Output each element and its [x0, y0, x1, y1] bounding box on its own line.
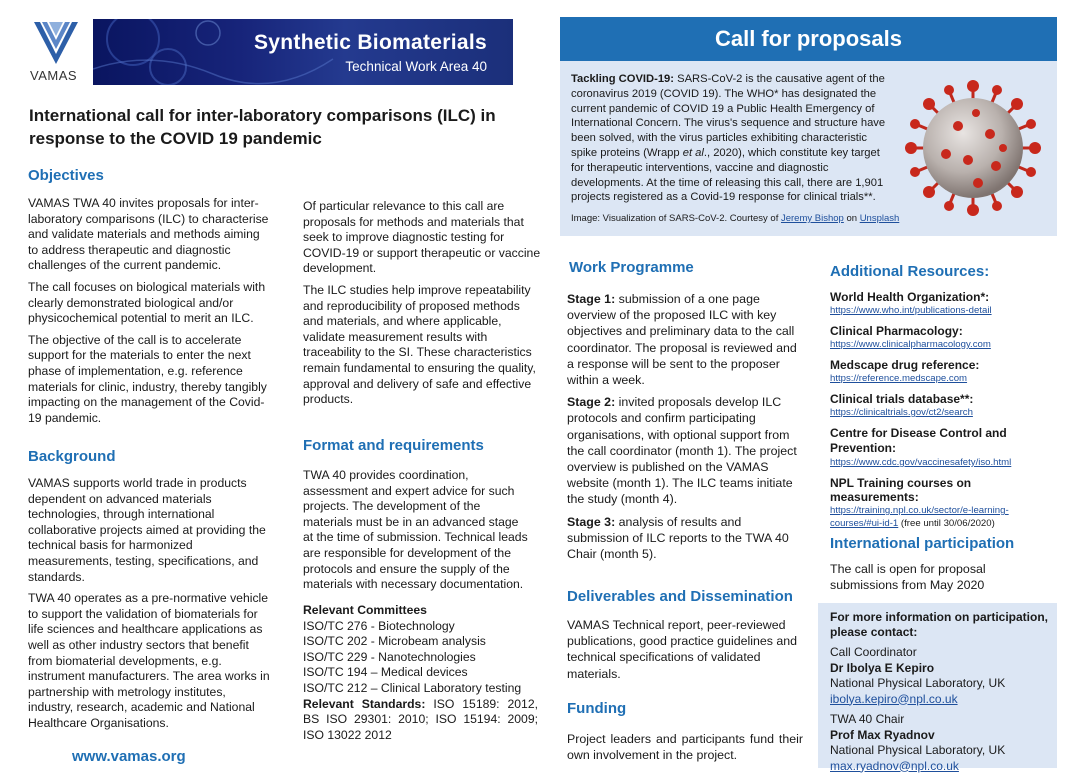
banner-subtitle: Technical Work Area 40: [345, 59, 487, 74]
resource-link[interactable]: https://www.who.int/publications-detail: [830, 305, 992, 316]
objectives-heading: Objectives: [28, 167, 104, 184]
banner: [93, 19, 513, 85]
committee-item: ISO/TC 229 - Nanotechnologies: [303, 649, 476, 664]
deliverables-heading: Deliverables and Dissemination: [567, 588, 793, 605]
image-credit-mid: on: [843, 213, 860, 224]
middle-body: [303, 199, 543, 414]
covid-intro-part2: ., 2020), which constitute key target for therapeutic interventions, vaccine and diagnostic developments. At the time of releasing this call, there are 1,901 projects registered as a Covid-19 response for clinical trials**.: [571, 146, 884, 204]
resource-title: Centre for Disease Control and Prevention:: [830, 426, 1007, 455]
contact-info: [830, 610, 1055, 774]
npl-note: (free until 30/06/2020): [898, 518, 995, 529]
stage-label: Stage 2:: [567, 395, 616, 410]
resource-item: [830, 476, 1060, 530]
resource-link[interactable]: https://training.npl.co.uk/sector/e-learning-courses/#ui-id-1: [830, 505, 1009, 529]
background-paragraph: VAMAS supports world trade in products dependent on advanced materials technologies, through international collaborative projects aimed at providing the technical basis for harmonized measurements, testing, specifications, and standards.: [28, 476, 266, 584]
vamas-chevron-icon: [30, 18, 82, 68]
resource-title: NPL Training courses on measurements:: [830, 476, 972, 504]
background-paragraph: TWA 40 operates as a pre-normative vehicle to support the validation of biomaterials for life sciences and healthcare applications as well as other industry sectors that benefit from biomaterial developments, e.g. instrument manufacturers. The area works in partnership with metrology institutes, industry, research, academic and National Healthcare Organisations.: [28, 591, 270, 730]
middle-paragraph: The ILC studies help improve repeatability and reproducibility of proposed methods and materials, and where applicable, validate measurement results with traceability to the SI. These characteristics remain fundamental to ensuring the quality, approval and delivery of safe and effective products.: [303, 282, 536, 407]
resource-item: [830, 426, 1060, 469]
resource-link[interactable]: https://www.clinicalpharmacology.com: [830, 339, 991, 350]
standards-label: Relevant Standards:: [303, 696, 426, 711]
contact-org: National Physical Laboratory, UK: [830, 743, 1006, 757]
resource-title: Medscape drug reference:: [830, 358, 980, 372]
contact-role: Call Coordinator: [830, 645, 917, 659]
resource-item: [830, 392, 1060, 419]
deliverables-text: VAMAS Technical report, peer-reviewed publications, good practice guidelines and technical specifications of validated materials.: [567, 618, 798, 681]
committee-item: ISO/TC 212 – Clinical Laboratory testing: [303, 680, 522, 695]
relevant-standards: [303, 697, 538, 744]
resource-title: World Health Organization*:: [830, 290, 990, 304]
resource-item: [830, 324, 1060, 351]
work-programme-body: [567, 291, 803, 568]
covid-intro-lead: Tackling COVID-19:: [571, 73, 674, 85]
contact-org: National Physical Laboratory, UK: [830, 676, 1006, 690]
format-heading: Format and requirements: [303, 437, 484, 454]
contact-role: TWA 40 Chair: [830, 712, 905, 726]
stage-label: Stage 1:: [567, 292, 616, 306]
work-programme-heading: Work Programme: [569, 259, 694, 276]
stage-item: [567, 291, 803, 388]
stage-label: Stage 3:: [567, 514, 616, 529]
resource-title: Clinical trials database**:: [830, 392, 974, 406]
resource-item: [830, 290, 1060, 317]
covid-intro-text: [571, 72, 893, 205]
contact-email[interactable]: ibolya.kepiro@npl.co.uk: [830, 691, 958, 706]
resource-link[interactable]: https://www.cdc.gov/vaccinesafety/iso.html: [830, 457, 1012, 468]
funding-text: Project leaders and participants fund their own involvement in the project.: [567, 732, 803, 763]
funding-heading: Funding: [567, 700, 627, 717]
stage-text: analysis of results and submission of ILC reports to the TWA 40 Chair (month 5).: [567, 514, 789, 562]
objectives-paragraph: The call focuses on biological materials with clearly demonstrated biological and/or physicochemical potential to merit an ILC.: [28, 279, 266, 326]
resource-link[interactable]: https://clinicaltrials.gov/ct2/search: [830, 407, 973, 418]
background-heading: Background: [28, 448, 116, 465]
stage-item: [567, 394, 803, 507]
covid-intro-part1: SARS-CoV-2 is the causative agent of the coronavirus 2019 (COVID 19). The WHO* has designated the current pandemic of COVID 19 a Public Health Emergency of International Concern. The virus's sequence and structure have been solved, with the virus particles exhibiting characteristic spike proteins (Wrapp: [571, 73, 886, 159]
contact-name: Dr Ibolya E Kepiro: [830, 660, 935, 675]
participation-heading: International participation: [830, 535, 1015, 552]
format-body: TWA 40 provides coordination, assessment and expert advice for such projects. The development of the materials must be in an advanced stage at the time of submission. Technical leads are responsible for development of the protocols and ensure the supply of the materials with necessary documentation.: [303, 468, 528, 592]
stage-text: invited proposals develop ILC protocols and confirm participating organisations, with optional support from the call coordinator (month 1). The project overview is published on the VAMAS website (month 1). The ILC teams initiate the study (month 4).: [567, 395, 797, 507]
image-credit-prefix: Image: Visualization of SARS-CoV-2. Courtesy of: [571, 213, 781, 224]
objectives-paragraph: The objective of the call is to accelerate support for the materials to enter the next phase of implementation, e.g. reference materials for clinic, industry, thereby tangibly impacting on the management of the Covid-19 pandemic.: [28, 332, 267, 425]
banner-title: Synthetic Biomaterials: [253, 31, 487, 54]
committee-item: ISO/TC 276 - Biotechnology: [303, 618, 455, 633]
image-credit-site-link[interactable]: Unsplash: [859, 213, 900, 224]
npl-link-line: [830, 504, 1045, 530]
committee-item: ISO/TC 202 - Microbeam analysis: [303, 634, 486, 649]
contact-name: Prof Max Ryadnov: [830, 727, 935, 742]
contact-heading: For more information on participation, please contact:: [830, 610, 1049, 639]
resource-title: Clinical Pharmacology:: [830, 324, 963, 338]
covid-intro-etal: et al: [682, 146, 704, 159]
committees-block: [303, 603, 538, 743]
image-credit: [571, 213, 911, 224]
objectives-paragraph: VAMAS TWA 40 invites proposals for inter-laboratory comparisons (ILC) to characterise and validate materials and methods aiming to address therapeutic and diagnostic challenges of the current pandemic.: [28, 196, 269, 273]
resource-item: [830, 358, 1060, 385]
standards-text: ISO 15189: 2012, BS ISO 29301: 2010; ISO 15194: 2009; ISO 13022 2012: [303, 696, 538, 742]
image-credit-author-link[interactable]: Jeremy Bishop: [780, 213, 844, 224]
coronavirus-image: [898, 78, 1048, 218]
stage-text: submission of a one page overview of the proposed ILC with key objectives and preliminary data to the call coordinator. The proposal is reviewed and a response will be sent to the proposer within a week.: [567, 292, 797, 388]
background-body: [28, 476, 273, 738]
call-for-proposals-header: Call for proposals: [560, 17, 1057, 61]
objectives-body: [28, 196, 273, 432]
resources-list: [830, 290, 1060, 530]
committee-item: ISO/TC 194 – Medical devices: [303, 665, 468, 680]
main-title: International call for inter-laboratory comparisons (ILC) in response to the COVID 19 pandemic: [29, 106, 496, 148]
contact-email[interactable]: max.ryadnov@npl.co.uk: [830, 758, 959, 773]
resource-link[interactable]: https://reference.medscape.com: [830, 373, 968, 384]
participation-text: The call is open for proposal submissions from May 2020: [830, 562, 986, 592]
vamas-logo-text: VAMAS: [30, 68, 78, 83]
middle-paragraph: Of particular relevance to this call are proposals for methods and materials that seek to improve diagnostic testing for COVID-19 or support therapeutic or vaccine development.: [303, 199, 541, 276]
resources-heading: Additional Resources:: [830, 263, 990, 280]
committees-heading: Relevant Committees: [303, 603, 427, 617]
website-link[interactable]: www.vamas.org: [72, 748, 186, 765]
stage-item: [567, 514, 803, 563]
